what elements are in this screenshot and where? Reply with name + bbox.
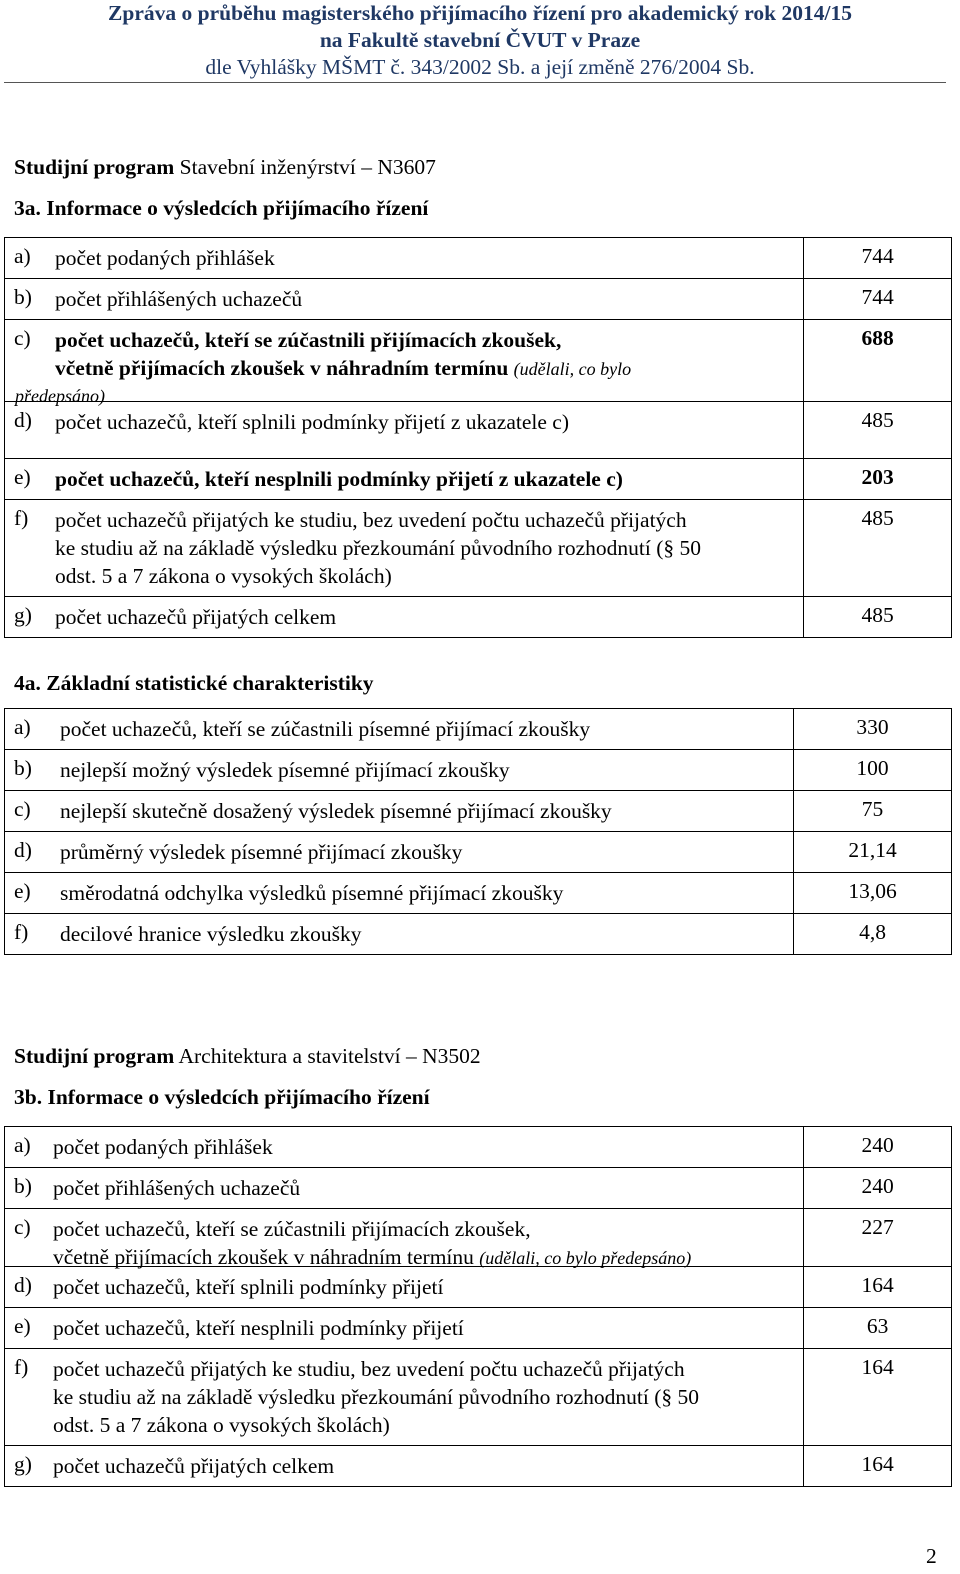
- program1-section-title: 3a. Informace o výsledcích přijímacího řízení: [14, 196, 429, 220]
- table-row: f) počet uchazečů přijatých ke studiu, bez uvedení počtu uchazečů přijatých ke studiu až na základě výsledku přezkoumání původního rozhodnutí (§ 50 odst. 5 a 7 zákona o vysokých školách) 164: [5, 1349, 952, 1446]
- table-row: e) počet uchazečů, kteří nesplnili podmínky přijetí z ukazatele c) 203: [5, 459, 952, 500]
- table-row: b) počet přihlášených uchazečů 240: [5, 1168, 952, 1209]
- report-header: [0, 0, 960, 80]
- table-row: f) decilové hranice výsledku zkoušky 4,8: [5, 914, 952, 955]
- program1-heading: Studijní program Stavební inženýrství – N3607: [14, 155, 436, 179]
- table-row: d) průměrný výsledek písemné přijímací zkoušky 21,14: [5, 832, 952, 873]
- program2-section-title: 3b. Informace o výsledcích přijímacího řízení: [14, 1085, 430, 1109]
- header-divider: [4, 82, 946, 83]
- table-row: f) počet uchazečů přijatých ke studiu, bez uvedení počtu uchazečů přijatých ke studiu až na základě výsledku přezkoumání původního rozhodnutí (§ 50 odst. 5 a 7 zákona o vysokých školách) 485: [5, 500, 952, 597]
- table-row: b) nejlepší možný výsledek písemné přijímací zkoušky 100: [5, 750, 952, 791]
- header-faculty: na Fakultě stavební ČVUT v Praze: [319, 28, 641, 52]
- program1-results-table: [4, 237, 952, 638]
- stats-section-title: 4a. Základní statistické charakteristiky: [14, 671, 374, 695]
- program2-results-table: [4, 1126, 952, 1487]
- table-row: d) počet uchazečů, kteří splnili podmínky přijetí z ukazatele c) 485: [5, 402, 952, 459]
- table-row: e) počet uchazečů, kteří nesplnili podmínky přijetí 63: [5, 1308, 952, 1349]
- stats-table: [4, 708, 952, 955]
- page-number: 2: [926, 1544, 937, 1568]
- header-title: Zpráva o průběhu magisterského přijímacího řízení pro akademický rok 2014/15: [108, 1, 852, 25]
- table-row: d) počet uchazečů, kteří splnili podmínky přijetí 164: [5, 1267, 952, 1308]
- table-row: b) počet přihlášených uchazečů 744: [5, 279, 952, 320]
- table-row: a) počet uchazečů, kteří se zúčastnili písemné přijímací zkoušky 330: [5, 709, 952, 750]
- table-row: c) počet uchazečů, kteří se zúčastnili přijímacích zkoušek, včetně přijímacích zkoušek v náhradním termínu (udělali, co bylo předepsáno) 227: [5, 1209, 952, 1267]
- table-row: c) počet uchazečů, kteří se zúčastnili přijímacích zkoušek, včetně přijímacích zkoušek v náhradním termínu (udělali, co bylo předepsáno) 688: [5, 320, 952, 402]
- table-row: a) počet podaných přihlášek 240: [5, 1127, 952, 1168]
- table-row: c) nejlepší skutečně dosažený výsledek písemné přijímací zkoušky 75: [5, 791, 952, 832]
- header-regulation: dle Vyhlášky MŠMT č. 343/2002 Sb. a její změně 276/2004 Sb.: [205, 55, 755, 79]
- table-row: g) počet uchazečů přijatých celkem 485: [5, 597, 952, 638]
- program2-heading: Studijní program Architektura a stavitelství – N3502: [14, 1044, 481, 1068]
- table-row: a) počet podaných přihlášek 744: [5, 238, 952, 279]
- table-row: e) směrodatná odchylka výsledků písemné přijímací zkoušky 13,06: [5, 873, 952, 914]
- table-row: g) počet uchazečů přijatých celkem 164: [5, 1446, 952, 1487]
